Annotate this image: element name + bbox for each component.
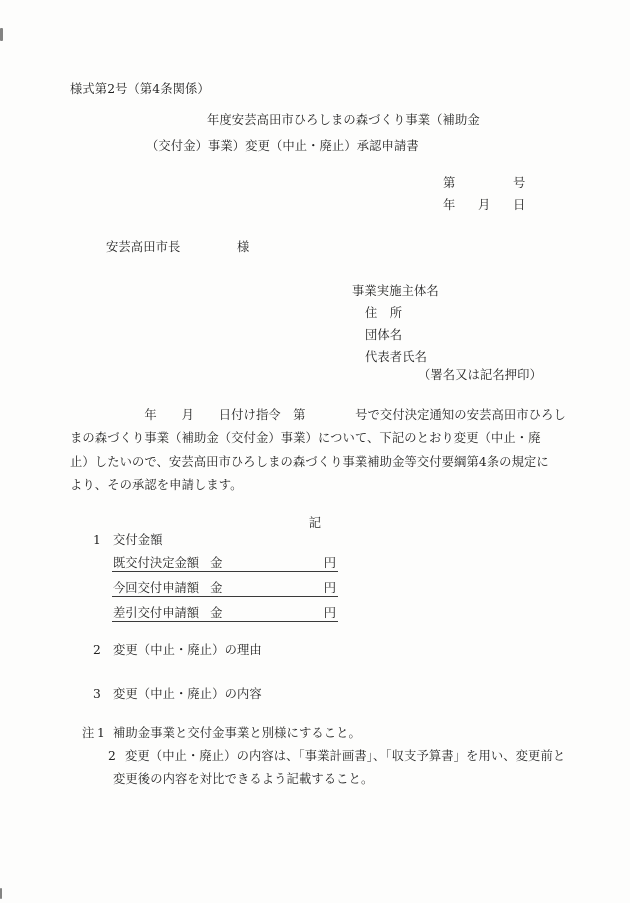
- doc-number-suffix: 号: [513, 176, 526, 190]
- body-paragraph: [70, 404, 566, 497]
- section2-title: 変更（中止・廃止）の理由: [113, 643, 262, 657]
- amount-yen-prefix: 金: [210, 556, 223, 570]
- amount-yen-prefix: 金: [210, 581, 223, 595]
- note2-number: 2: [108, 749, 116, 763]
- note2-line2: 変更後の内容を対比できるよう記載すること。: [113, 772, 374, 786]
- applicant-heading: 事業実施主体名: [352, 284, 439, 298]
- section3-heading: [93, 687, 262, 702]
- amount-yen-suffix: 円: [323, 606, 336, 620]
- note2-line1: [108, 749, 565, 764]
- body-line: 止）したいので、安芸高田市ひろしまの森づくり事業補助金等交付要綱第4条の規定に: [70, 454, 549, 469]
- amount-row-label: 今回交付申請額: [113, 581, 200, 595]
- date-year-label: 年: [443, 198, 456, 212]
- section3-number: 3: [93, 687, 101, 701]
- doc-title-line1: 年度安芸高田市ひろしまの森づくり事業（補助金: [207, 113, 480, 127]
- addressee-honorific: 様: [237, 240, 250, 254]
- amount-row: [112, 581, 338, 597]
- section1-heading: [93, 533, 163, 548]
- applicant-address-label: 住 所: [365, 306, 403, 320]
- notes-marker: 注: [82, 726, 95, 740]
- section1-title: 交付金額: [113, 533, 163, 547]
- scan-artifact: [0, 28, 3, 41]
- section3-title: 変更（中止・廃止）の内容: [113, 687, 262, 701]
- amount-row: [112, 606, 338, 622]
- body-line: 年 月 日付け指令 第 号で交付決定通知の安芸高田市ひろし: [70, 408, 566, 422]
- date-day-label: 日: [513, 198, 526, 212]
- note1-line: [82, 726, 361, 741]
- form-label: 様式第2号（第4条関係）: [70, 82, 210, 96]
- amount-row-label: 既交付決定金額: [113, 556, 200, 570]
- section1-number: 1: [93, 533, 101, 547]
- applicant-organization-label: 団体名: [365, 328, 403, 342]
- body-line: まの森づくり事業（補助金（交付金）事業）について、下記のとおり変更（中止・廃: [70, 431, 541, 446]
- amount-yen-suffix: 円: [323, 581, 336, 595]
- note1-number: 1: [97, 726, 105, 740]
- ki-heading: 記: [308, 516, 322, 530]
- applicant-representative-label: 代表者氏名: [365, 350, 427, 364]
- amount-row: [112, 556, 338, 572]
- note2-text-line1: 変更（中止・廃止）の内容は、「事業計画書」、「収支予算書」を用い、変更前と: [125, 749, 566, 763]
- date-month-label: 月: [478, 198, 491, 212]
- amount-yen-prefix: 金: [210, 606, 223, 620]
- section2-heading: [93, 643, 262, 658]
- scan-artifact: [0, 888, 2, 899]
- addressee-name: 安芸高田市長: [106, 240, 181, 254]
- body-line: より、その承認を申請します。: [70, 477, 243, 492]
- amount-row-label: 差引交付申請額: [113, 606, 200, 620]
- doc-title-line2: （交付金）事業）変更（中止・廃止）承認申請書: [146, 139, 419, 153]
- seal-note: （署名又は記名押印）: [418, 368, 542, 382]
- section2-number: 2: [93, 643, 101, 657]
- doc-number-prefix: 第: [443, 176, 456, 190]
- amount-yen-suffix: 円: [323, 556, 336, 570]
- note1-text: 補助金事業と交付金事業と別様にすること。: [113, 726, 361, 740]
